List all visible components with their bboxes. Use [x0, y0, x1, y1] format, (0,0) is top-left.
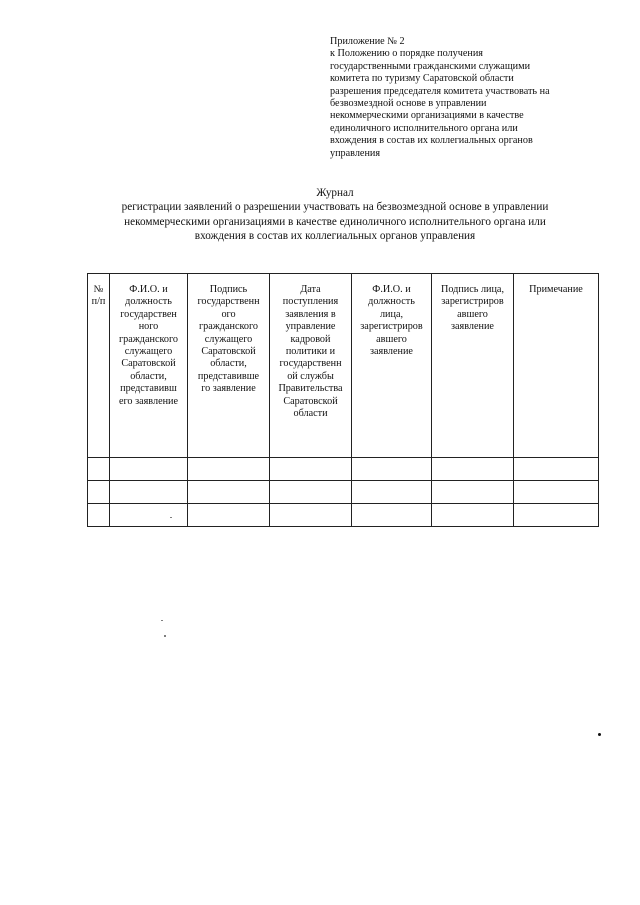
table-cell — [88, 458, 110, 481]
header-line: представивш — [120, 383, 177, 395]
header-line: № — [93, 284, 104, 295]
header-line: области, — [130, 370, 167, 382]
header-line: ого — [221, 308, 236, 320]
journal-heading — [70, 186, 600, 244]
header-line: поступления — [282, 296, 339, 308]
table-cell — [188, 504, 270, 527]
journal-subtitle-line: вхождения в состав их коллегиальных органов управления — [194, 230, 476, 243]
appendix-title: Приложение № 2 — [330, 36, 405, 47]
header-line: п/п — [91, 296, 106, 308]
table-cell — [110, 458, 188, 481]
header-line: его заявление — [118, 395, 179, 407]
table-cell — [352, 458, 432, 481]
header-line: Ф.И.О. и — [372, 284, 411, 295]
table-cell — [270, 458, 352, 481]
header-line: го заявление — [201, 383, 256, 395]
table-cell — [352, 504, 432, 527]
header-line: Подпись лица, — [440, 284, 504, 295]
header-line: служащего — [204, 333, 253, 345]
registration-table — [87, 273, 599, 527]
journal-title: Журнал — [316, 187, 354, 199]
table-cell — [110, 481, 188, 504]
header-line: Дата — [300, 284, 321, 295]
header-line: управление — [285, 321, 336, 333]
header-line: Примечание — [529, 284, 583, 295]
header-line: гражданского — [118, 333, 179, 345]
table-cell — [88, 481, 110, 504]
header-line: заявления в — [285, 308, 336, 320]
table-body — [88, 458, 599, 527]
table-cell — [432, 504, 514, 527]
journal-subtitle-line: некоммерческими организациями в качестве единоличного исполнительного органа или — [124, 215, 546, 228]
appendix-line: безвозмездной основе в управлении — [330, 98, 487, 110]
header-line: зарегистриров — [441, 296, 504, 308]
header-line: авшего — [376, 333, 407, 345]
header-registrar-name — [352, 274, 432, 458]
header-line: ой службы — [287, 370, 334, 382]
header-line: ного — [138, 321, 159, 333]
header-line: зарегистриров — [360, 321, 423, 333]
table-cell — [270, 481, 352, 504]
table-cell — [514, 481, 599, 504]
header-line: области, — [210, 358, 247, 370]
header-line: должность — [125, 296, 172, 308]
table-row — [88, 504, 599, 527]
table-cell — [270, 504, 352, 527]
header-line: государственн — [279, 358, 342, 370]
table-cell — [352, 481, 432, 504]
table-row — [88, 481, 599, 504]
table-row — [88, 458, 599, 481]
table-cell — [514, 458, 599, 481]
header-line: кадровой — [290, 333, 331, 345]
appendix-line: комитета по туризму Саратовской области — [330, 73, 514, 85]
header-line: лица, — [379, 308, 404, 320]
header-line: заявление — [370, 346, 413, 358]
appendix-block — [330, 36, 600, 160]
appendix-line: некоммерческими организациями в качестве — [330, 110, 524, 122]
header-registrar-signature — [432, 274, 514, 458]
header-receipt-date — [270, 274, 352, 458]
journal-subtitle-line: регистрации заявлений о разрешении участвовать на безвозмездной основе в управлении — [121, 201, 549, 214]
header-line: Подпись — [209, 284, 248, 295]
table-cell — [432, 481, 514, 504]
header-line: Правительства — [278, 383, 343, 395]
header-line: авшего — [457, 308, 488, 320]
appendix-line: разрешения председателя комитета участвовать на — [330, 85, 550, 97]
table-cell — [188, 481, 270, 504]
appendix-line: управления — [330, 147, 381, 159]
scan-speck — [598, 733, 601, 736]
table-cell — [514, 504, 599, 527]
table-cell — [432, 458, 514, 481]
scan-speck — [164, 635, 166, 637]
scan-speck — [170, 517, 172, 518]
header-line: государствен — [120, 308, 177, 320]
appendix-line: единоличного исполнительного органа или — [330, 122, 518, 134]
header-line: области — [293, 408, 328, 420]
appendix-line: вхождения в состав их коллегиальных органов — [330, 135, 533, 147]
header-line: представивше — [197, 370, 260, 382]
table-cell — [110, 504, 188, 527]
header-line: должность — [368, 296, 415, 308]
header-line: служащего — [124, 346, 173, 358]
scan-speck — [161, 620, 163, 621]
header-line: Саратовской — [121, 358, 176, 370]
header-number — [88, 274, 110, 458]
appendix-line: государственными гражданскими служащими — [330, 60, 531, 72]
header-line: Ф.И.О. и — [129, 284, 168, 295]
table-cell — [188, 458, 270, 481]
header-line: гражданского — [198, 321, 259, 333]
header-line: Саратовской — [201, 346, 256, 358]
header-line: государственн — [197, 296, 260, 308]
header-line: Саратовской — [283, 395, 338, 407]
table-cell — [88, 504, 110, 527]
header-note — [514, 274, 599, 458]
header-line: заявление — [451, 321, 494, 333]
header-line: политики и — [285, 346, 336, 358]
table-header-row — [88, 274, 599, 458]
header-employee-name — [110, 274, 188, 458]
appendix-line: к Положению о порядке получения — [330, 48, 483, 60]
header-employee-signature — [188, 274, 270, 458]
